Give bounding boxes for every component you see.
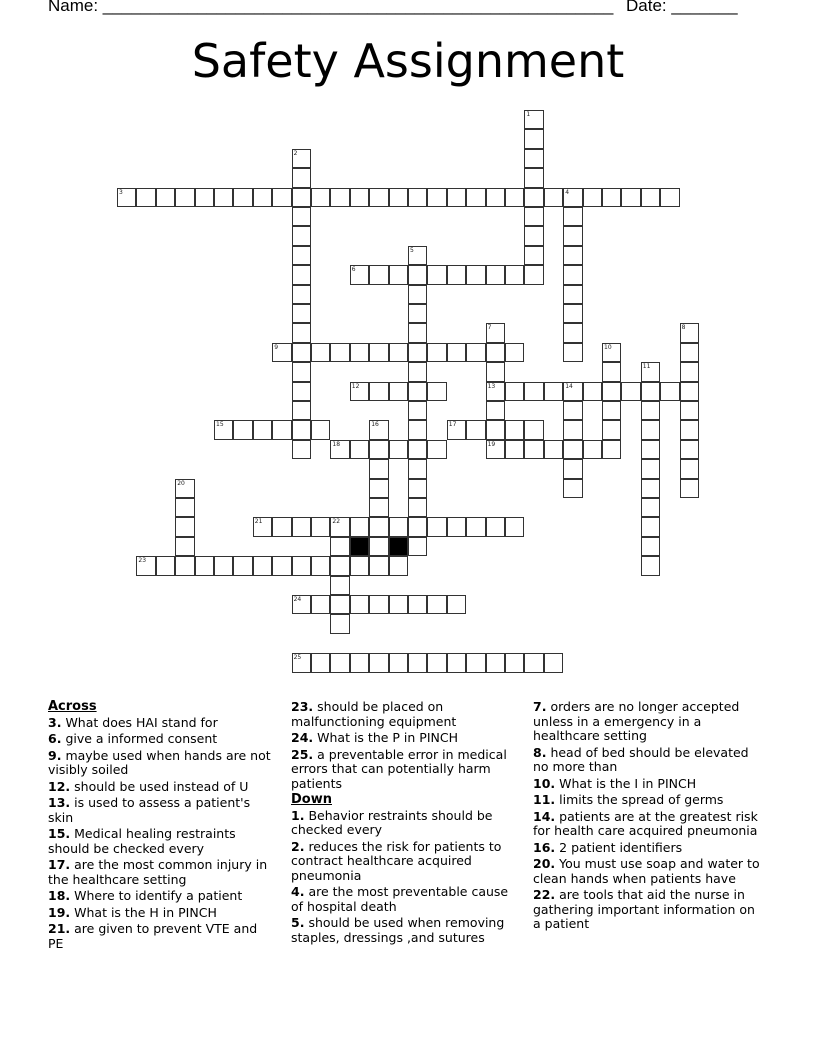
clue-number: 22 (332, 518, 341, 526)
clue-number: 20 (177, 479, 185, 487)
grid-cell[interactable] (408, 343, 427, 362)
grid-cell[interactable] (311, 343, 330, 362)
grid-cell[interactable] (583, 382, 602, 401)
grid-cell[interactable] (369, 459, 388, 478)
grid-cell[interactable] (330, 440, 349, 459)
grid-cell[interactable] (311, 517, 330, 536)
grid-cell[interactable] (350, 653, 369, 672)
clue-across-17: 17. are the most common injury in the healthcare setting (48, 857, 268, 887)
grid-cell[interactable] (292, 304, 311, 323)
grid-cell[interactable] (292, 401, 311, 420)
grid-cell[interactable] (408, 265, 427, 284)
grid-cell[interactable] (272, 556, 291, 575)
clue-down-4: 4. are the most preventable cause of hospital death (291, 884, 509, 914)
clue-down-5: 5. should be used when removing staples, dressings ,and sutures (291, 915, 505, 945)
grid-cell[interactable] (311, 595, 330, 614)
clues-column-3 (533, 700, 765, 934)
grid-cell[interactable] (563, 226, 582, 245)
grid-cell[interactable] (680, 382, 699, 401)
grid-cell[interactable] (369, 498, 388, 517)
grid-cell[interactable] (272, 188, 291, 207)
black-cell (350, 537, 369, 556)
clue-number: 19 (487, 440, 496, 448)
grid-cell[interactable] (292, 343, 311, 362)
grid-cell[interactable] (175, 498, 194, 517)
grid-cell[interactable] (524, 653, 543, 672)
grid-cell[interactable] (563, 265, 582, 284)
grid-cell[interactable] (524, 110, 543, 129)
grid-cell[interactable] (486, 517, 505, 536)
grid-cell[interactable] (389, 265, 408, 284)
grid-cell[interactable] (427, 382, 446, 401)
clue-number: 16 (371, 421, 379, 429)
grid-cell[interactable] (641, 188, 660, 207)
grid-cell[interactable] (602, 420, 621, 439)
grid-cell[interactable] (583, 188, 602, 207)
grid-cell[interactable] (330, 576, 349, 595)
grid-cell[interactable] (466, 420, 485, 439)
grid-cell[interactable] (524, 207, 543, 226)
grid-cell[interactable] (680, 343, 699, 362)
grid-cell[interactable] (389, 653, 408, 672)
grid-cell[interactable] (330, 517, 349, 536)
grid-cell[interactable] (641, 401, 660, 420)
clue-down-2: 2. reduces the risk for patients to contract healthcare acquired pneumonia (291, 838, 502, 883)
clue-down-20: 20. You must use soap and water to clean hands when patients have (533, 856, 760, 886)
clue-across-9: 9. maybe used when hands are not visibly soiled (48, 747, 271, 777)
grid-cell[interactable] (602, 401, 621, 420)
clue-down-14: 14. patients are at the greatest risk for health care acquired pneumonia (533, 808, 758, 838)
grid-cell[interactable] (330, 614, 349, 633)
grid-cell[interactable] (486, 265, 505, 284)
clue-across-23: 23. should be placed on malfunctioning equipment (291, 699, 457, 729)
crossword-grid (117, 110, 717, 680)
clue-down-7: 7. orders are no longer accepted unless in a emergency in a healthcare setting (533, 699, 740, 743)
grid-cell[interactable] (175, 517, 194, 536)
grid-cell[interactable] (156, 556, 175, 575)
grid-cell[interactable] (292, 362, 311, 381)
grid-cell[interactable] (389, 517, 408, 536)
grid-cell[interactable] (408, 362, 427, 381)
grid-cell[interactable] (292, 207, 311, 226)
header (48, 0, 768, 18)
grid-cell[interactable] (524, 246, 543, 265)
grid-cell[interactable] (350, 556, 369, 575)
grid-cell[interactable] (233, 556, 252, 575)
grid-cell[interactable] (621, 382, 640, 401)
grid-cell[interactable] (350, 343, 369, 362)
grid-cell[interactable] (311, 420, 330, 439)
grid-cell[interactable] (330, 343, 349, 362)
grid-cell[interactable] (214, 188, 233, 207)
grid-cell[interactable] (408, 246, 427, 265)
grid-cell[interactable] (466, 265, 485, 284)
clue-number: 9 (274, 343, 279, 351)
grid-cell[interactable] (427, 517, 446, 536)
grid-cell[interactable] (505, 188, 524, 207)
grid-cell[interactable] (680, 362, 699, 381)
grid-cell[interactable] (330, 188, 349, 207)
grid-cell[interactable] (369, 517, 388, 536)
grid-cell[interactable] (408, 595, 427, 614)
grid-cell[interactable] (544, 382, 563, 401)
clue-down-16: 16. 2 patient identifiers (533, 839, 683, 855)
grid-cell[interactable] (544, 188, 563, 207)
grid-cell[interactable] (350, 595, 369, 614)
grid-cell[interactable] (447, 595, 466, 614)
grid-cell[interactable] (369, 653, 388, 672)
grid-cell[interactable] (524, 226, 543, 245)
clue-number: 5 (410, 246, 414, 254)
grid-cell[interactable] (292, 323, 311, 342)
grid-cell[interactable] (272, 343, 291, 362)
grid-cell[interactable] (486, 420, 505, 439)
grid-cell[interactable] (544, 440, 563, 459)
grid-cell[interactable] (369, 382, 388, 401)
grid-cell[interactable] (214, 556, 233, 575)
clue-number: 14 (565, 382, 573, 390)
grid-cell[interactable] (408, 401, 427, 420)
grid-cell[interactable] (505, 420, 524, 439)
grid-cell[interactable] (447, 188, 466, 207)
clue-number: 25 (293, 654, 302, 662)
grid-cell[interactable] (233, 188, 252, 207)
grid-cell[interactable] (253, 420, 272, 439)
clue-down-10: 10. What is the I in PINCH (533, 775, 697, 791)
grid-cell[interactable] (680, 323, 699, 342)
grid-cell[interactable] (447, 420, 466, 439)
clue-number: 11 (642, 363, 651, 371)
down-heading: Down (291, 792, 332, 807)
clue-number: 17 (448, 421, 457, 429)
clue-number: 1 (526, 111, 531, 118)
grid-cell[interactable] (486, 401, 505, 420)
grid-cell[interactable] (408, 537, 427, 556)
clue-number: 21 (254, 518, 263, 526)
grid-cell[interactable] (447, 265, 466, 284)
grid-cell[interactable] (641, 382, 660, 401)
grid-cell[interactable] (311, 188, 330, 207)
grid-cell[interactable] (408, 517, 427, 536)
grid-cell[interactable] (505, 382, 524, 401)
grid-cell[interactable] (563, 401, 582, 420)
grid-cell[interactable] (505, 517, 524, 536)
clue-down-8: 8. head of bed should be elevated no more than (533, 744, 749, 774)
grid-cell[interactable] (175, 479, 194, 498)
grid-cell[interactable] (563, 479, 582, 498)
grid-cell[interactable] (408, 304, 427, 323)
grid-cell[interactable] (389, 595, 408, 614)
grid-cell[interactable] (524, 188, 543, 207)
grid-cell[interactable] (680, 479, 699, 498)
grid-cell[interactable] (641, 459, 660, 478)
grid-cell[interactable] (563, 246, 582, 265)
grid-cell[interactable] (447, 517, 466, 536)
grid-cell[interactable] (175, 556, 194, 575)
grid-cell[interactable] (389, 440, 408, 459)
grid-cell[interactable] (214, 420, 233, 439)
grid-cell[interactable] (466, 343, 485, 362)
grid-cell[interactable] (486, 343, 505, 362)
grid-cell[interactable] (292, 226, 311, 245)
grid-cell[interactable] (680, 459, 699, 478)
grid-cell[interactable] (292, 517, 311, 536)
grid-cell[interactable] (408, 459, 427, 478)
grid-cell[interactable] (427, 653, 446, 672)
clue-number: 13 (487, 382, 496, 390)
grid-cell[interactable] (563, 207, 582, 226)
clue-number: 6 (351, 266, 356, 274)
black-cell (389, 537, 408, 556)
grid-cell[interactable] (466, 188, 485, 207)
grid-cell[interactable] (486, 323, 505, 342)
clue-down-1: 1. Behavior restraints should be checked every (291, 807, 493, 837)
grid-cell[interactable] (408, 323, 427, 342)
clue-across-24: 24. What is the P in PINCH (291, 730, 458, 745)
grid-cell[interactable] (524, 168, 543, 187)
grid-cell[interactable] (292, 653, 311, 672)
grid-cell[interactable] (408, 498, 427, 517)
clue-number: 18 (332, 440, 341, 448)
clue-across-19: 19. What is the H in PINCH (48, 904, 217, 920)
grid-cell[interactable] (524, 440, 543, 459)
grid-cell[interactable] (272, 420, 291, 439)
grid-cell[interactable] (369, 537, 388, 556)
clues-column-2 (291, 700, 519, 947)
grid-cell[interactable] (389, 343, 408, 362)
grid-cell[interactable] (311, 556, 330, 575)
clue-down-11: 11. limits the spread of germs (533, 792, 724, 807)
grid-cell[interactable] (486, 362, 505, 381)
grid-cell[interactable] (486, 382, 505, 401)
grid-cell[interactable] (369, 595, 388, 614)
grid-cell[interactable] (524, 265, 543, 284)
grid-cell[interactable] (602, 188, 621, 207)
grid-cell[interactable] (641, 517, 660, 536)
grid-cell[interactable] (292, 149, 311, 168)
clue-across-12: 12. should be used instead of U (48, 778, 249, 794)
grid-cell[interactable] (292, 265, 311, 284)
grid-cell[interactable] (486, 440, 505, 459)
clue-number: 24 (293, 596, 302, 603)
grid-cell[interactable] (175, 188, 194, 207)
grid-cell[interactable] (389, 188, 408, 207)
grid-cell[interactable] (583, 440, 602, 459)
clue-number: 12 (351, 382, 360, 390)
clue-number: 10 (604, 343, 612, 351)
grid-cell[interactable] (563, 459, 582, 478)
grid-cell[interactable] (233, 420, 252, 439)
grid-cell[interactable] (292, 556, 311, 575)
grid-cell[interactable] (292, 420, 311, 439)
grid-cell[interactable] (330, 556, 349, 575)
grid-cell[interactable] (350, 517, 369, 536)
grid-cell[interactable] (136, 188, 155, 207)
grid-cell[interactable] (408, 420, 427, 439)
grid-cell[interactable] (563, 304, 582, 323)
grid-cell[interactable] (253, 517, 272, 536)
grid-cell[interactable] (680, 401, 699, 420)
date-field[interactable]: Date: _______ (626, 0, 738, 15)
grid-cell[interactable] (311, 653, 330, 672)
grid-cell[interactable] (621, 188, 640, 207)
grid-cell[interactable] (195, 556, 214, 575)
grid-cell[interactable] (563, 343, 582, 362)
grid-cell[interactable] (505, 265, 524, 284)
grid-cell[interactable] (427, 265, 446, 284)
grid-cell[interactable] (505, 653, 524, 672)
grid-cell[interactable] (292, 188, 311, 207)
grid-cell[interactable] (350, 382, 369, 401)
grid-cell[interactable] (524, 382, 543, 401)
clue-across-25: 25. a preventable error in medical errors that can potentially harm patients (291, 746, 507, 791)
grid-cell[interactable] (350, 265, 369, 284)
grid-cell[interactable] (486, 653, 505, 672)
grid-cell[interactable] (447, 653, 466, 672)
grid-cell[interactable] (369, 479, 388, 498)
grid-cell[interactable] (292, 440, 311, 459)
grid-cell[interactable] (544, 653, 563, 672)
grid-cell[interactable] (427, 595, 446, 614)
grid-cell[interactable] (350, 440, 369, 459)
grid-cell[interactable] (660, 188, 679, 207)
grid-cell[interactable] (253, 188, 272, 207)
grid-cell[interactable] (369, 440, 388, 459)
grid-cell[interactable] (156, 188, 175, 207)
grid-cell[interactable] (563, 382, 582, 401)
grid-cell[interactable] (641, 420, 660, 439)
grid-cell[interactable] (680, 420, 699, 439)
grid-cell[interactable] (117, 188, 136, 207)
grid-cell[interactable] (466, 517, 485, 536)
grid-cell[interactable] (602, 440, 621, 459)
grid-cell[interactable] (389, 556, 408, 575)
grid-cell[interactable] (330, 537, 349, 556)
grid-cell[interactable] (292, 382, 311, 401)
grid-cell[interactable] (389, 382, 408, 401)
grid-cell[interactable] (563, 188, 582, 207)
grid-cell[interactable] (408, 285, 427, 304)
grid-cell[interactable] (408, 382, 427, 401)
grid-cell[interactable] (253, 556, 272, 575)
clue-down-22: 22. are tools that aid the nurse in gathering important information on a patient (533, 887, 755, 931)
grid-cell[interactable] (427, 343, 446, 362)
grid-cell[interactable] (408, 479, 427, 498)
grid-cell[interactable] (641, 440, 660, 459)
grid-cell[interactable] (641, 479, 660, 498)
grid-cell[interactable] (447, 343, 466, 362)
grid-cell[interactable] (602, 382, 621, 401)
clue-across-18: 18. Where to identify a patient (48, 888, 243, 903)
grid-cell[interactable] (524, 129, 543, 148)
grid-cell[interactable] (466, 653, 485, 672)
grid-cell[interactable] (292, 246, 311, 265)
grid-cell[interactable] (641, 498, 660, 517)
grid-cell[interactable] (175, 537, 194, 556)
grid-cell[interactable] (369, 188, 388, 207)
clue-across-3: 3. What does HAI stand for (48, 714, 218, 730)
clue-across-21: 21. are given to prevent VTE and PE (48, 921, 258, 951)
grid-cell[interactable] (427, 440, 446, 459)
grid-cell[interactable] (486, 188, 505, 207)
grid-cell[interactable] (330, 653, 349, 672)
grid-cell[interactable] (524, 420, 543, 439)
grid-cell[interactable] (505, 440, 524, 459)
grid-cell[interactable] (408, 653, 427, 672)
grid-cell[interactable] (195, 188, 214, 207)
grid-cell[interactable] (292, 285, 311, 304)
clues-column-1 (48, 700, 276, 953)
grid-cell[interactable] (427, 188, 446, 207)
clue-across-13: 13. is used to assess a patient's skin (48, 795, 251, 825)
clue-number: 2 (293, 149, 298, 157)
grid-cell[interactable] (641, 556, 660, 575)
grid-cell[interactable] (563, 285, 582, 304)
clue-across-6: 6. give a informed consent (48, 731, 218, 746)
grid-cell[interactable] (369, 343, 388, 362)
grid-cell[interactable] (369, 556, 388, 575)
grid-cell[interactable] (641, 537, 660, 556)
grid-cell[interactable] (602, 343, 621, 362)
grid-cell[interactable] (292, 595, 311, 614)
page-title: Safety Assignment (191, 34, 625, 88)
grid-cell[interactable] (408, 440, 427, 459)
grid-cell[interactable] (272, 517, 291, 536)
grid-cell[interactable] (505, 343, 524, 362)
grid-cell[interactable] (350, 188, 369, 207)
grid-cell[interactable] (641, 362, 660, 381)
clue-number: 15 (216, 421, 224, 429)
name-field[interactable]: Name: ______________________________________________________ (48, 0, 614, 15)
clue-number: 8 (681, 324, 686, 332)
grid-cell[interactable] (136, 556, 155, 575)
clue-across-15: 15. Medical healing restraints should be checked every (48, 826, 236, 856)
clue-number: 3 (119, 188, 123, 196)
grid-cell[interactable] (369, 265, 388, 284)
clue-number: 4 (565, 188, 570, 196)
grid-cell[interactable] (602, 362, 621, 381)
across-heading: Across (48, 699, 97, 714)
grid-cell[interactable] (680, 440, 699, 459)
grid-cell[interactable] (408, 188, 427, 207)
clue-number: 7 (487, 324, 492, 332)
grid-cell[interactable] (330, 595, 349, 614)
grid-cell[interactable] (524, 149, 543, 168)
grid-cell[interactable] (563, 440, 582, 459)
grid-cell[interactable] (292, 168, 311, 187)
grid-cell[interactable] (563, 323, 582, 342)
clue-number: 23 (138, 557, 147, 565)
grid-cell[interactable] (563, 420, 582, 439)
grid-cell[interactable] (369, 420, 388, 439)
grid-cell[interactable] (660, 382, 679, 401)
